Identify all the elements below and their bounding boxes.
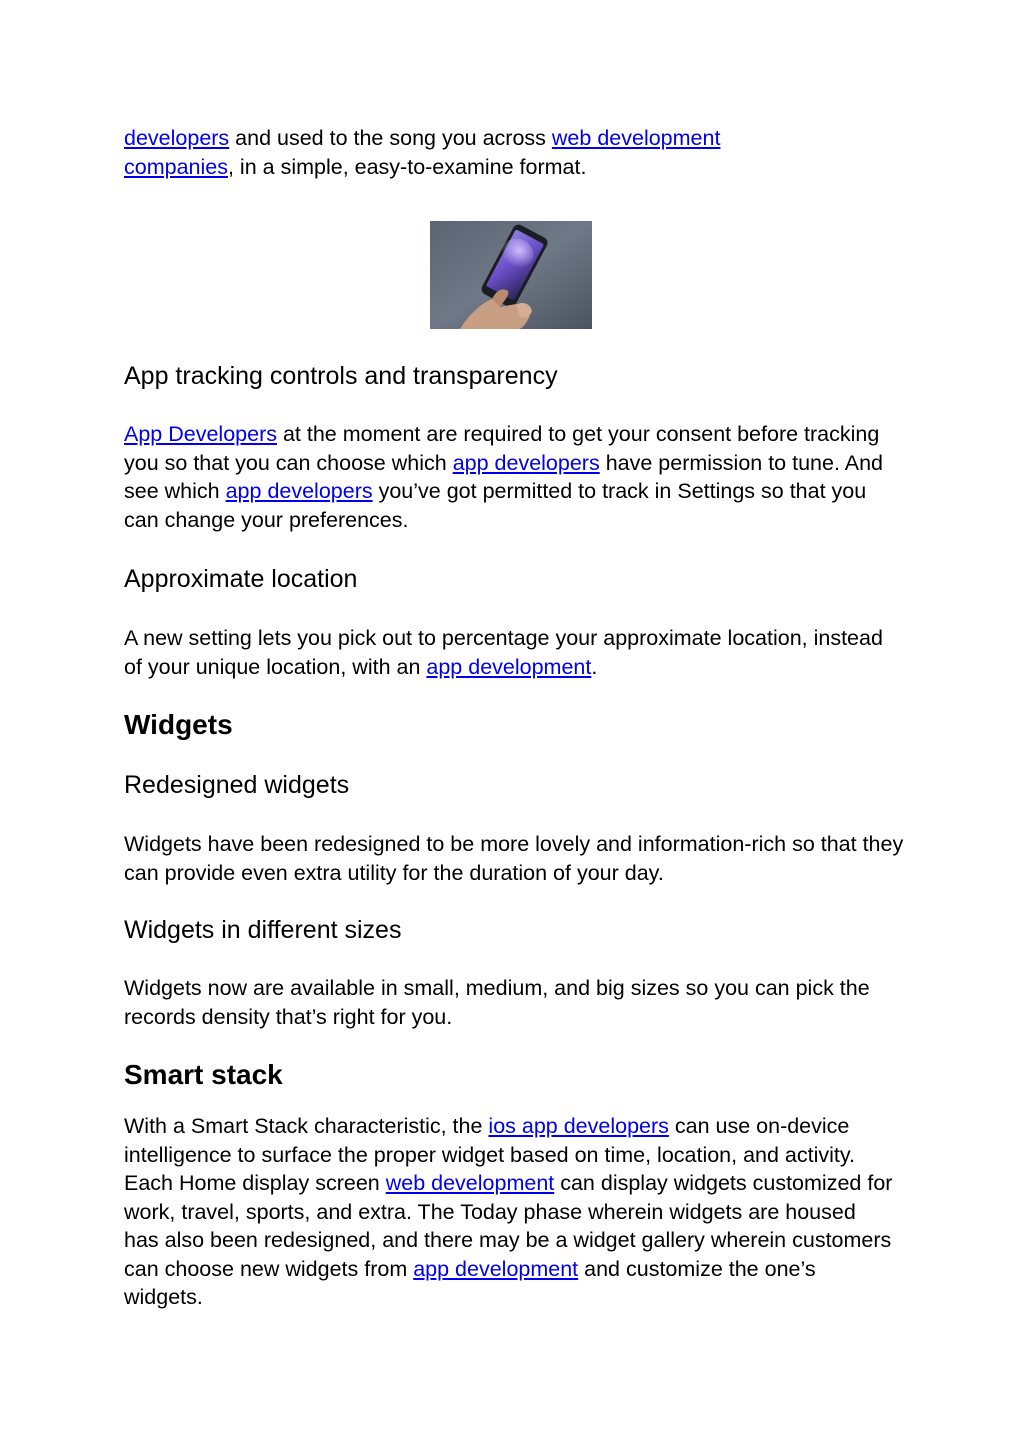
app-development-link-1[interactable]: app development xyxy=(426,654,592,679)
widgets-heading: Widgets xyxy=(124,709,233,740)
redesigned-widgets-heading: Redesigned widgets xyxy=(124,771,350,799)
app-developers-link-3[interactable]: app developers xyxy=(225,479,373,503)
widget-sizes-heading: Widgets in different sizes xyxy=(124,916,402,944)
tracking-heading: App tracking controls and transparency xyxy=(124,362,558,390)
smart-stack-heading: Smart stack xyxy=(124,1059,283,1090)
tracking-paragraph: App Developers at the moment are required to get your consent before tracking you so that you can choose which app developers have permission to tune. And see which app developers you’ve got permitted to track in Settings so that you can change your preferences. xyxy=(124,422,883,532)
developers-link[interactable]: developers xyxy=(124,126,230,150)
location-paragraph: A new setting lets you pick out to percentage your approximate location, instead of your unique location, with an app development. xyxy=(124,626,883,679)
intro-paragraph: developers and used to the song you across web development companies, in a simple, easy-to-examine format. xyxy=(124,126,721,179)
web-development-link[interactable]: web development xyxy=(385,1171,555,1195)
app-developers-link-1[interactable]: App Developers xyxy=(124,422,277,446)
app-development-link-2[interactable]: app development xyxy=(413,1256,579,1281)
web-development-companies-link[interactable]: web development companies xyxy=(124,126,721,179)
widget-sizes-paragraph: Widgets now are available in small, medium, and big sizes so you can pick the records density that’s right for you. xyxy=(124,976,870,1029)
app-developers-link-2[interactable]: app developers xyxy=(452,450,600,475)
redesigned-widgets-paragraph: Widgets have been redesigned to be more lovely and information-rich so that they can provide even extra utility for the duration of your day. xyxy=(124,832,904,885)
ios-app-developers-link[interactable]: ios app developers xyxy=(488,1114,669,1138)
smartphone-photo xyxy=(430,221,592,329)
smartphone-in-hand-icon xyxy=(430,221,592,329)
location-heading: Approximate location xyxy=(124,565,358,593)
document-page xyxy=(124,124,914,1312)
smart-stack-paragraph: With a Smart Stack characteristic, the ios app developers can use on-device intelligence to surface the proper widget based on time, location, and activity. Each Home display screen web development can display widgets customized for work, travel, sports, and extra. The Today phase wherein widgets are housed has also been redesigned, and there may be a widget gallery wherein customers can choose new widgets from app development and customize the one’s widgets. xyxy=(124,1114,893,1309)
